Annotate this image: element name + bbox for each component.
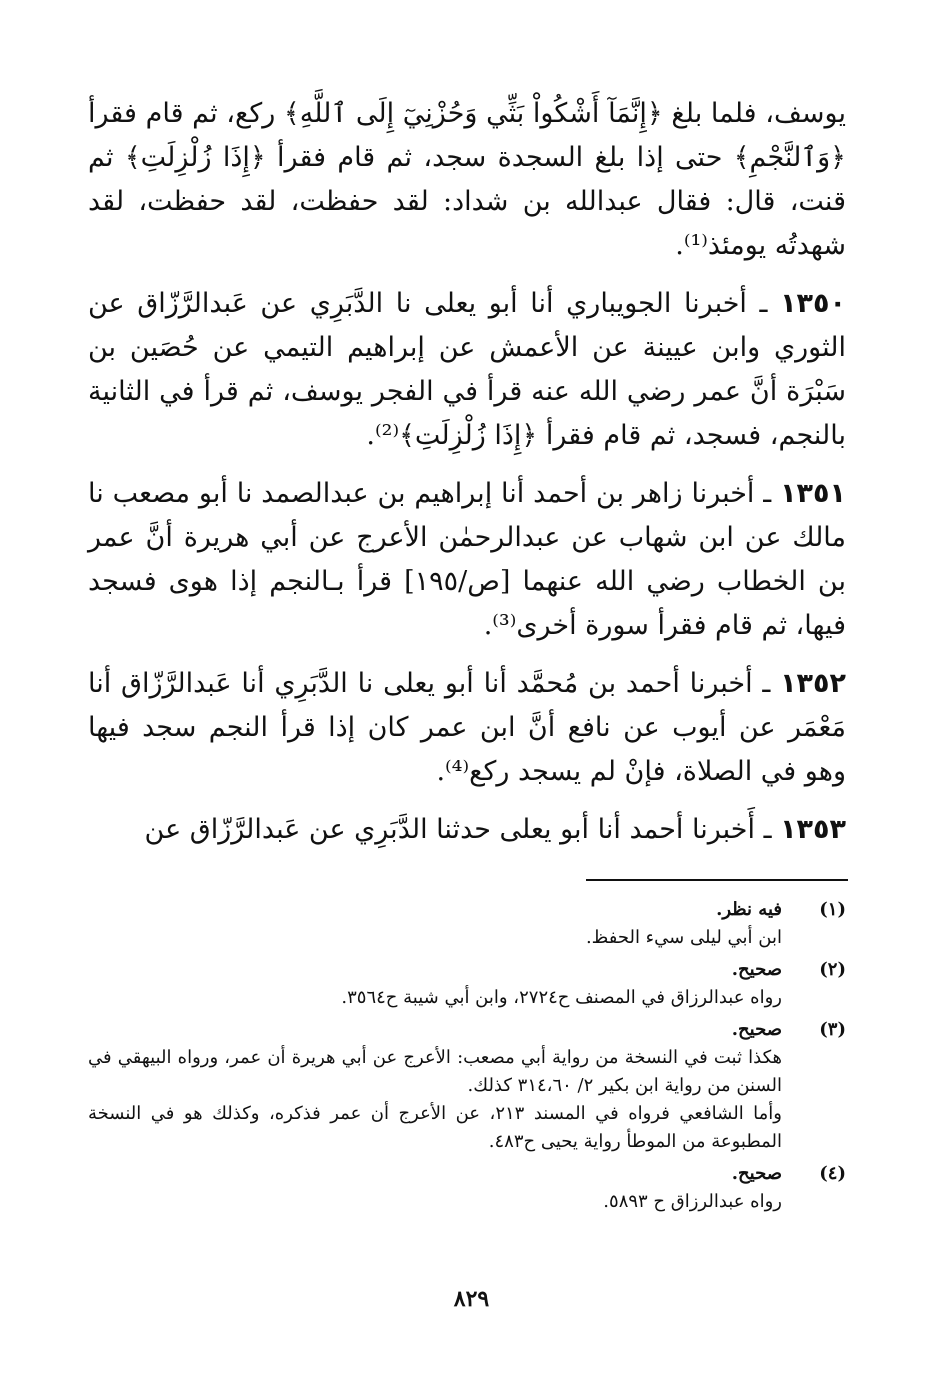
footnote-2 — [88, 956, 846, 1012]
paragraph-continuation — [88, 92, 846, 268]
footnote-number: (٤) — [819, 1163, 846, 1184]
footnote-1 — [88, 896, 846, 952]
footnote-number: (١) — [819, 899, 846, 920]
paragraph-1351 — [88, 472, 846, 648]
hadith-number: ١٣٥٣ — [780, 814, 846, 845]
footnote-line: وأما الشافعي فرواه في المسند ٢١٣، عن الأعرج أن عمر فذكره، وكذلك هو في النسخة المطبوعة من الموطأ رواية يحيى ح٤٨٣. — [88, 1103, 783, 1152]
paragraph-text: ـ أَخبرنا أحمد أنا أبو يعلى حدثنا الدَّبَرِي عن عَبدالرَّزّاق عن — [144, 814, 772, 845]
paragraph-text: ـ أخبرنا الجويباري أنا أبو يعلى نا الدَّبَرِي عن عَبدالرَّزّاق عن الثوري وابن عيينة عن الأعمش عن إبراهيم التيمي عن حُصَين بن سَبْرَة أنَّ عمر رضي الله عنه قرأ في الفجر يوسف، ثم قرأ في الثانية بالنجم، فسجد، ثم قام فقرأ ﴿إِذَا زُلْزِلَتِ﴾⁽²⁾. — [88, 288, 846, 451]
footnote-heading: صحيح. — [731, 1019, 782, 1040]
footnote-line: هكذا ثبت في النسخة من رواية أبي مصعب: الأعرج عن أبي هريرة أن عمر، ورواه البيهقي في السنن من رواية ابن بكير ٢/ ٣١٤،٦٠ كذلك. — [88, 1047, 782, 1096]
paragraph-text: ـ أخبرنا زاهر بن أحمد أنا إبراهيم بن عبدالصمد نا أبو مصعب نا مالك عن ابن شهاب عن عبدالرحمٰن الأعرج عن أبي هريرة أنَّ عمر بن الخطاب رضي الله عنهما [ص/١٩٥] قرأ بـالنجم إذا هوى فسجد فيها، ثم قام فقرأ سورة أخرى⁽³⁾. — [88, 478, 846, 641]
footnote-3 — [88, 1016, 846, 1156]
footnote-line: رواه عبدالرزاق ح ٥٨٩٣. — [603, 1191, 782, 1212]
paragraph-1352 — [88, 662, 846, 794]
footnote-heading: فيه نظر. — [716, 899, 782, 920]
paragraph-text: يوسف، فلما بلغ ﴿إِنَّمَآ أَشْكُواْ بَثِّي وَحُزْنِيٓ إِلَى ٱللَّهِ﴾ ركع، ثم قام فقرأ ﴿وَٱلنَّجْمِ﴾ حتى إذا بلغ السجدة سجد، ثم قام فقرأ ﴿إِذَا زُلْزِلَتِ﴾ ثم قنت، قال: فقال عبدالله بن شداد: لقد حفظت، لقد حفظت، لقد شهدتُه يومئذ⁽¹⁾. — [88, 98, 846, 261]
paragraph-1350 — [88, 282, 846, 458]
page-number: ٨٢٩ — [453, 1286, 490, 1312]
footnote-number: (٣) — [819, 1019, 846, 1040]
footnote-heading: صحيح. — [731, 1163, 782, 1184]
paragraph-1353 — [88, 808, 846, 852]
footnote-heading: صحيح. — [731, 959, 782, 980]
footnote-divider — [586, 879, 848, 881]
hadith-number: ١٣٥٠ — [780, 288, 846, 319]
footnote-number: (٢) — [819, 959, 846, 980]
paragraph-text: ـ أخبرنا أحمد بن مُحمَّد أنا أبو يعلى نا الدَّبَرِي أنا عَبدالرَّزّاق أنا مَعْمَر عن أيوب عن نافع أنَّ ابن عمر كان إذا قرأ النجم سجد فيها وهو في الصلاة، فإنْ لم يسجد ركع⁽⁴⁾. — [88, 668, 846, 787]
main-text — [88, 92, 846, 866]
hadith-number: ١٣٥٢ — [780, 668, 846, 699]
footnote-line: ابن أبي ليلى سيء الحفظ. — [585, 927, 782, 948]
hadith-number: ١٣٥١ — [780, 478, 846, 509]
footnotes — [88, 896, 846, 1220]
footnote-4 — [88, 1160, 846, 1216]
footnote-line: رواه عبدالرزاق في المصنف ح٢٧٢٤، وابن أبي شيبة ح٣٥٦٤. — [341, 987, 782, 1008]
